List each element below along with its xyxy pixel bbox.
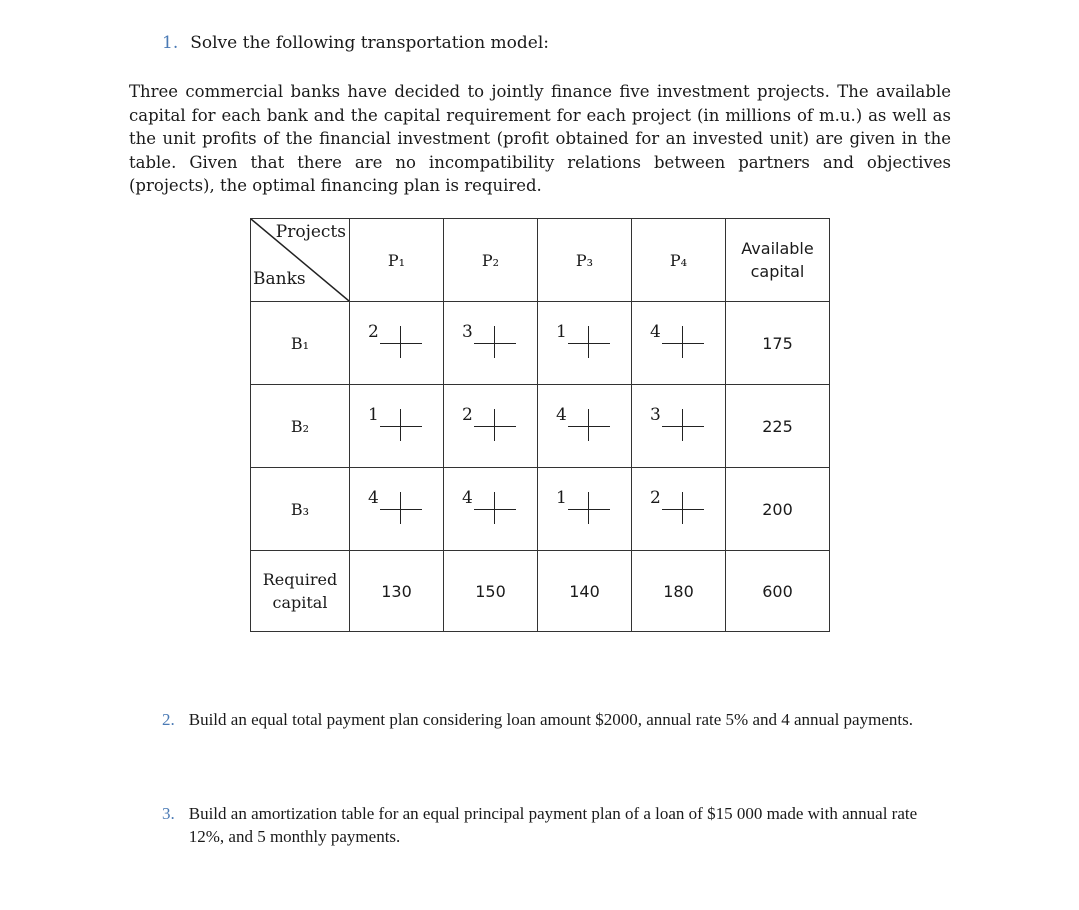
project-header-1: P₁: [350, 219, 444, 302]
question-3: [162, 802, 962, 848]
cost-cell: [444, 385, 538, 468]
required-capital-3: 140: [538, 551, 632, 632]
available-capital-3: 200: [726, 468, 830, 551]
required-capital-1: 130: [350, 551, 444, 632]
bank-label-1: B₁: [251, 302, 350, 385]
unit-cost: 2: [368, 322, 379, 342]
question-1-title: Solve the following transportation model:: [190, 33, 550, 53]
unit-cost: 2: [650, 488, 661, 508]
unit-cost: 2: [462, 405, 473, 425]
cost-cell: [350, 302, 444, 385]
required-capital-4: 180: [632, 551, 726, 632]
bank-label-2: B₂: [251, 385, 350, 468]
cost-cell: [632, 468, 726, 551]
question-1-number: 1.: [162, 33, 179, 53]
project-header-4: P₄: [632, 219, 726, 302]
total-capital: 600: [726, 551, 830, 632]
cost-cell: [444, 302, 538, 385]
transportation-table: [250, 218, 830, 632]
unit-cost: 4: [650, 322, 661, 342]
table-row: [251, 302, 830, 385]
cost-cell: [538, 385, 632, 468]
available-capital-2: 225: [726, 385, 830, 468]
cost-cell: [538, 302, 632, 385]
corner-banks-label: Banks: [253, 269, 306, 289]
cost-cell: [538, 468, 632, 551]
required-capital-label: Required capital: [251, 551, 350, 632]
cost-cell: [632, 302, 726, 385]
available-capital-header: Available capital: [726, 219, 830, 302]
table-row: [251, 385, 830, 468]
question-1-heading: [162, 33, 549, 53]
question-2-text: Build an equal total payment plan considering loan amount $2000, annual rate 5% and 4 annual payments.: [188, 710, 913, 729]
unit-cost: 4: [556, 405, 567, 425]
unit-cost: 3: [650, 405, 661, 425]
required-capital-2: 150: [444, 551, 538, 632]
table-row: [251, 468, 830, 551]
unit-cost: 1: [368, 405, 379, 425]
cost-cell: [444, 468, 538, 551]
project-header-3: P₃: [538, 219, 632, 302]
cost-cell: [350, 385, 444, 468]
question-3-text: Build an amortization table for an equal principal payment plan of a loan of $15 000 made with annual rate 12%, and 5 monthly payments.: [188, 804, 918, 846]
unit-cost: 4: [368, 488, 379, 508]
bank-label-3: B₃: [251, 468, 350, 551]
available-capital-1: 175: [726, 302, 830, 385]
unit-cost: 4: [462, 488, 473, 508]
corner-projects-label: Projects: [275, 222, 346, 242]
required-row: [251, 551, 830, 632]
question-2-number: 2.: [162, 710, 175, 729]
unit-cost: 3: [462, 322, 473, 342]
unit-cost: 1: [556, 322, 567, 342]
table-corner: [251, 219, 350, 302]
cost-cell: [632, 385, 726, 468]
question-1-intro: Three commercial banks have decided to jointly finance five investment projects. The available capital for each bank and the capital requirement for each project (in millions of m.u.) as well as the unit profits of the financial investment (profit obtained for an invested unit) are given in the table. Given that there are no incompatibility relations between partners and objectives (projects), the optimal financing plan is required.: [129, 82, 951, 195]
unit-cost: 1: [556, 488, 567, 508]
question-2: [162, 708, 962, 731]
cost-cell: [350, 468, 444, 551]
project-header-2: P₂: [444, 219, 538, 302]
question-3-number: 3.: [162, 804, 175, 823]
